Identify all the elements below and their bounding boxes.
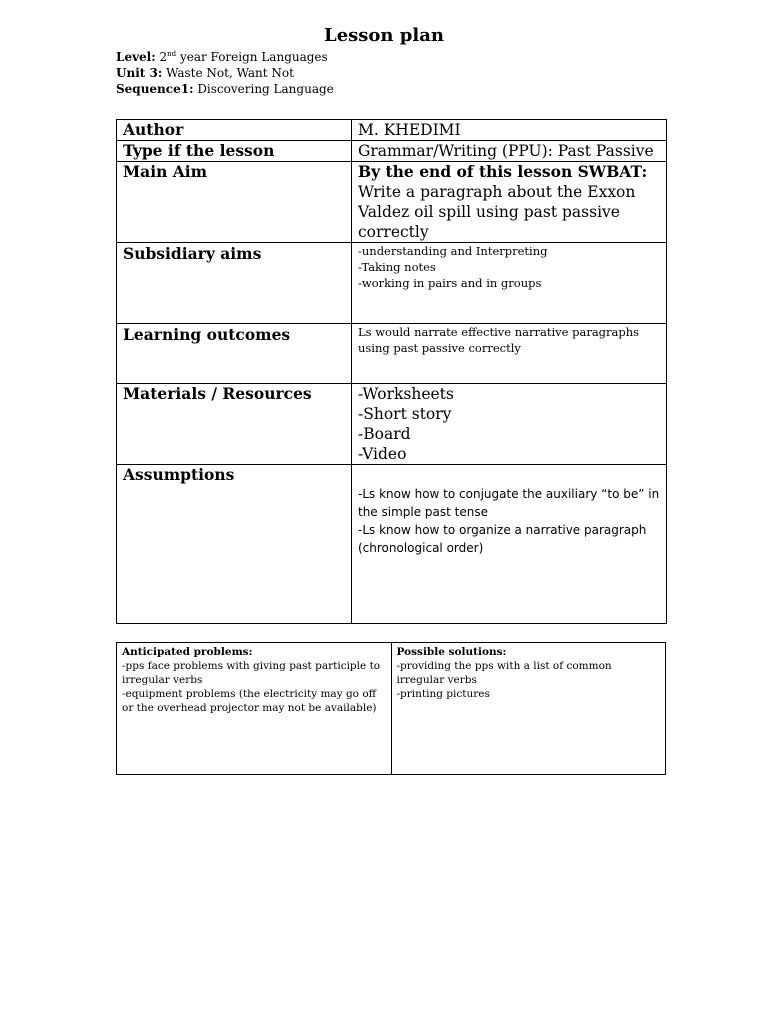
sequence-label: Sequence1:	[116, 82, 194, 96]
main-aim-cell	[352, 162, 667, 243]
level-label: Level:	[116, 50, 156, 64]
unit-value: Waste Not, Want Not	[162, 66, 294, 80]
unit-label: Unit 3:	[116, 66, 163, 80]
sequence-line	[116, 81, 334, 97]
solutions-label: Possible solutions:	[396, 646, 507, 658]
page-title: Lesson plan	[324, 25, 444, 46]
subsidiary-item: -understanding and Interpreting	[358, 244, 548, 258]
problems-label: Anticipated problems:	[122, 646, 253, 658]
subsidiary-cell	[352, 243, 667, 324]
main-aim-row	[117, 162, 667, 243]
level-value: year Foreign Languages	[176, 50, 328, 64]
level-line	[116, 49, 334, 65]
outcomes-row	[117, 324, 667, 384]
author-row	[117, 120, 667, 141]
assumptions-item: -Ls know how to conjugate the auxiliary “to be” in the simple past tense	[358, 487, 660, 519]
assumptions-cell	[352, 465, 667, 624]
sequence-value: Discovering Language	[193, 82, 334, 96]
type-row	[117, 141, 667, 162]
materials-row	[117, 384, 667, 465]
problems-solutions-table	[116, 642, 666, 775]
subsidiary-item: -working in pairs and in groups	[358, 276, 542, 290]
materials-item: -Board	[358, 425, 411, 443]
type-label: Type if the lesson	[117, 141, 352, 162]
assumptions-row	[117, 465, 667, 624]
possible-solutions-cell	[391, 643, 666, 775]
type-value: Grammar/Writing (PPU): Past Passive	[352, 141, 667, 162]
level-sup: nd	[167, 50, 177, 58]
outcomes-value: Ls would narrate effective narrative paragraphs using past passive correctly	[352, 324, 667, 384]
level-num: 2	[159, 50, 168, 64]
subsidiary-label: Subsidiary aims	[117, 243, 352, 324]
subsidiary-item: -Taking notes	[358, 260, 436, 274]
main-aim-label: Main Aim	[117, 162, 352, 243]
main-aim-value: Write a paragraph about the Exxon Valdez oil spill using past passive correctly	[358, 183, 636, 241]
materials-item: -Worksheets	[358, 385, 454, 403]
unit-line	[116, 65, 334, 81]
materials-item: -Short story	[358, 405, 452, 423]
anticipated-problems-cell	[117, 643, 392, 775]
problem-item: -pps face problems with giving past participle to irregular verbs	[122, 660, 381, 686]
subsidiary-row	[117, 243, 667, 324]
outcomes-label: Learning outcomes	[117, 324, 352, 384]
problem-item: -equipment problems (the electricity may go off or the overhead projector may not be available)	[122, 688, 377, 714]
materials-label: Materials / Resources	[117, 384, 352, 465]
solution-item: -providing the pps with a list of common irregular verbs	[396, 660, 612, 686]
author-value: M. KHEDIMI	[352, 120, 667, 141]
author-label: Author	[117, 120, 352, 141]
assumptions-label: Assumptions	[117, 465, 352, 624]
lesson-meta	[116, 49, 334, 97]
solution-item: -printing pictures	[396, 688, 490, 700]
problems-row	[117, 643, 666, 775]
assumptions-item: -Ls know how to organize a narrative paragraph (chronological order)	[358, 523, 647, 555]
lesson-plan-table	[116, 119, 667, 624]
main-aim-heading: By the end of this lesson SWBAT:	[358, 162, 648, 181]
materials-cell	[352, 384, 667, 465]
materials-item: -Video	[358, 445, 407, 463]
